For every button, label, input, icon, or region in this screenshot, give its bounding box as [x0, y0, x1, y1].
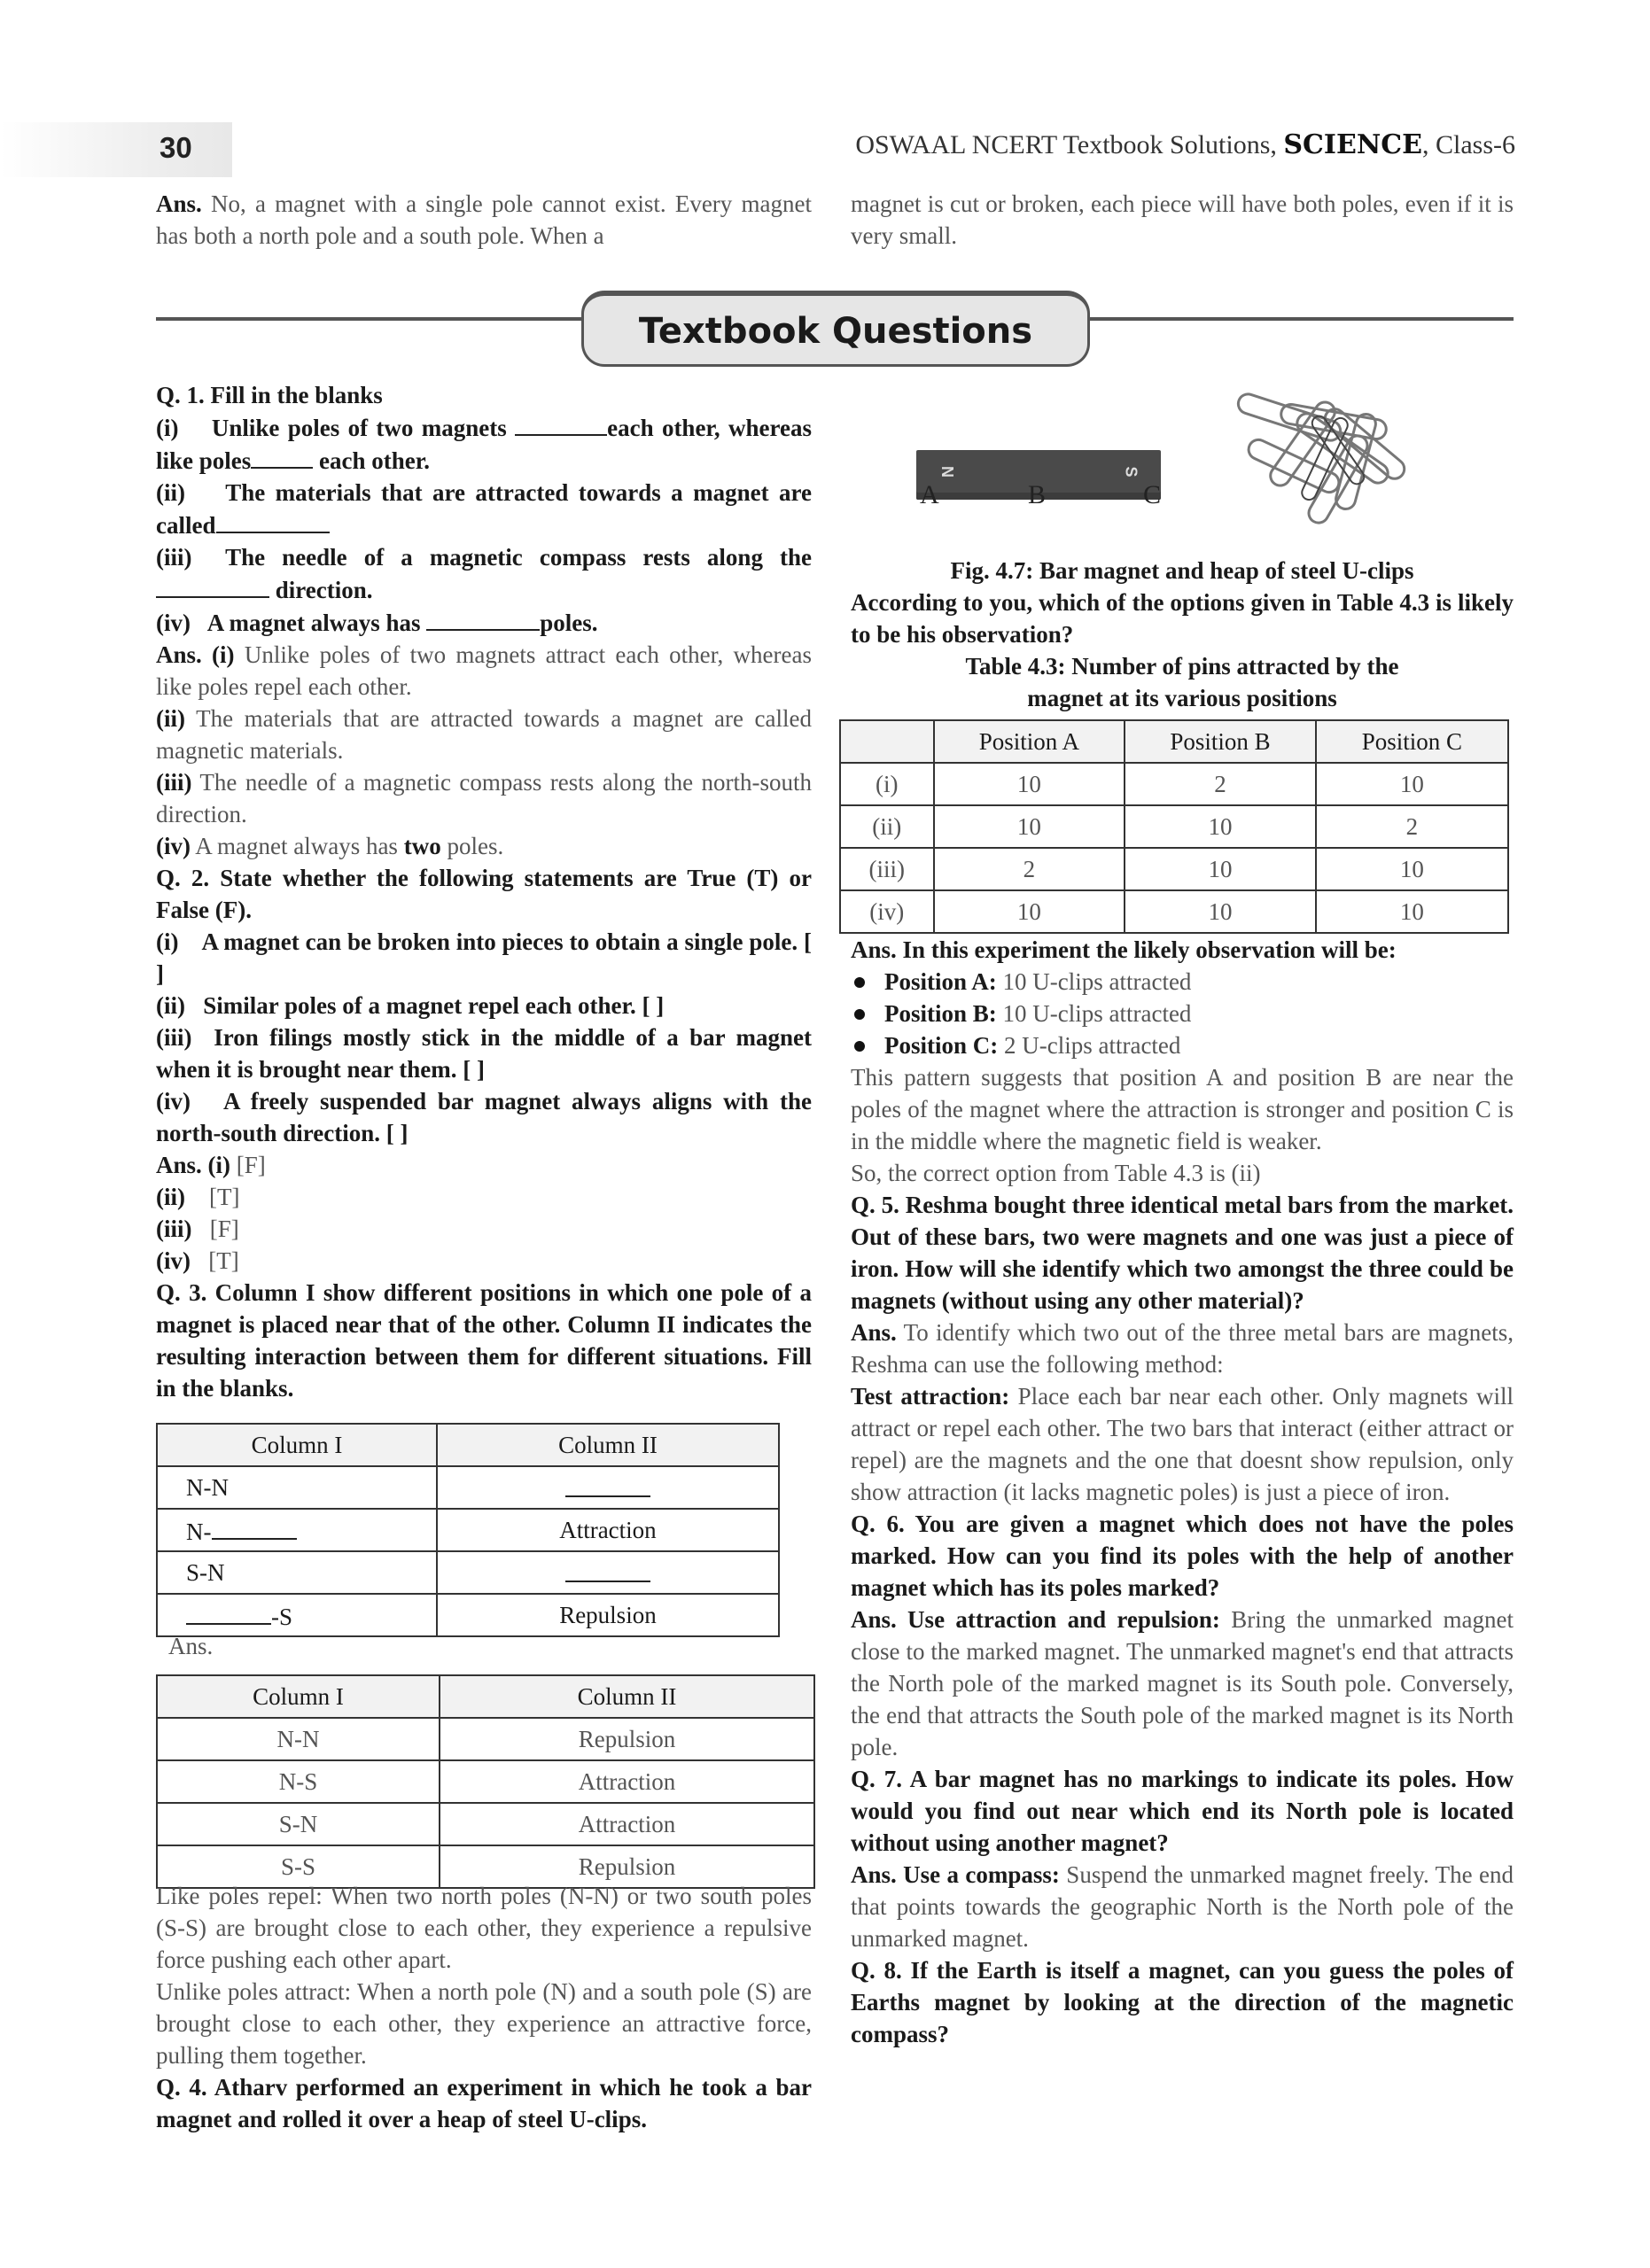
- q2-answer-1: Ans. (i) [F]: [156, 1152, 266, 1178]
- table-header: [840, 720, 934, 763]
- q4-conclusion: So, the correct option from Table 4.3 is (ii): [851, 1160, 1261, 1186]
- intro-answer-label: Ans.: [156, 190, 202, 217]
- q8-title: Q. 8. If the Earth is itself a magnet, can you guess the poles of Earths magnet by looking at the direction of the magnetic compass?: [851, 1957, 1514, 2047]
- section-title: Textbook Questions: [581, 291, 1090, 367]
- table-row: (i) 10 2 10: [840, 763, 1508, 805]
- table-row: N-S Attraction: [157, 1760, 814, 1803]
- q1-title: Q. 1. Fill in the blanks: [156, 382, 383, 408]
- table-row: N-N: [157, 1466, 779, 1509]
- figure-bar-magnet-and-clips: [886, 381, 1506, 558]
- q5-answer: Ans. To identify which two out of the three metal bars are magnets, Reshma can use the following method:: [851, 1319, 1514, 1378]
- table-4-3: [839, 719, 1509, 934]
- right-column-lower: [851, 934, 1514, 2050]
- table-header: Column II: [440, 1675, 814, 1718]
- q3-question-table: [156, 1423, 780, 1637]
- q5-title: Q. 5. Reshma bought three identical metal bars from the market. Out of these bars, two were magnets and one was just a piece of iron. How will she identify which two amongst the three could be magnets (without using any other material)?: [851, 1192, 1514, 1314]
- section-divider-left: [156, 317, 583, 321]
- q4-explanation: This pattern suggests that position A and position B are near the poles of the magnet where the attraction is stronger and position C is in the middle where the magnetic field is weaker.: [851, 1064, 1514, 1154]
- table-header: Column I: [157, 1675, 440, 1718]
- table-row: (iv) 10 10 10: [840, 890, 1508, 933]
- table-header: Position B: [1125, 720, 1316, 763]
- intro-answer-right: magnet is cut or broken, each piece will have both poles, even if it is very small.: [851, 190, 1514, 249]
- q1-item-2: (ii) The materials that are attracted towards a magnet are called: [156, 479, 812, 539]
- table-row: (iii) 2 10 10: [840, 848, 1508, 890]
- position-b-label: B: [1028, 480, 1047, 509]
- paper-clips-icon: [1227, 390, 1422, 532]
- q7-title: Q. 7. A bar magnet has no markings to indicate its poles. How would you find out near which end its North pole is located without using another magnet?: [851, 1766, 1514, 1856]
- table-caption-line-1: Table 4.3: Number of pins attracted by the: [965, 653, 1399, 680]
- q2-item-4: (iv) A freely suspended bar magnet always aligns with the north-south direction. [ ]: [156, 1088, 812, 1146]
- q3-answer-label: Ans.: [168, 1633, 214, 1659]
- page-number: 30: [160, 131, 192, 164]
- position-c-label: C: [1143, 480, 1162, 509]
- q4-question-continued: According to you, which of the options given in Table 4.3 is likely to be his observation?: [851, 589, 1514, 648]
- q1-answer-4: (iv) A magnet always has two poles.: [156, 833, 504, 859]
- q1-item-3: (iii) The needle of a magnetic compass rests along the direction.: [156, 544, 812, 603]
- intro-answer-left-text: No, a magnet with a single pole cannot exist. Every magnet has both a north pole and a south pole. When a: [156, 190, 812, 249]
- table-header: Column I: [157, 1424, 437, 1466]
- q2-item-1: (i) A magnet can be broken into pieces to obtain a single pole. [ ]: [156, 928, 813, 987]
- table-header: Position A: [934, 720, 1125, 763]
- table-row: N-N Repulsion: [157, 1718, 814, 1760]
- table-header: Column II: [437, 1424, 779, 1466]
- list-item: Position C: 2 U-clips attracted: [851, 1029, 1514, 1061]
- list-item: Position A: 10 U-clips attracted: [851, 966, 1514, 998]
- q7-answer: Ans. Use a compass: Suspend the unmarked magnet freely. The end that points towards the geographic North is the North pole of the unmarked magnet.: [851, 1861, 1514, 1952]
- magnet-south-label: S: [1122, 466, 1140, 478]
- section-heading: [156, 284, 1514, 354]
- running-title-suffix: , Class-6: [1422, 130, 1515, 159]
- running-title-subject: SCIENCE: [1283, 129, 1422, 160]
- q3-answer-table: [156, 1674, 815, 1889]
- q3-explanation-block: [156, 1880, 812, 2135]
- q4-answer-intro: Ans. In this experiment the likely observation will be:: [851, 936, 1397, 963]
- running-header: [855, 129, 1515, 160]
- q3-explanation-1: Like poles repel: When two north poles (N-N) or two south poles (S-S) are brought close to each other, they experience a repulsive force pushing each other apart.: [156, 1883, 812, 1973]
- q3-title: Q. 3. Column I show different positions in which one pole of a magnet is placed near that of the other. Column II indicates the resulting interaction between them for different situations. Fill in the blanks.: [156, 1279, 812, 1402]
- position-a-label: A: [920, 480, 939, 509]
- q1-answer-3: (iii) The needle of a magnetic compass rests along the north-south direction.: [156, 769, 812, 827]
- q6-title: Q. 6. You are given a magnet which does not have the poles marked. How can you find its poles with the help of another magnet which has its poles marked?: [851, 1511, 1514, 1601]
- q2-answer-3: (iii) [F]: [156, 1216, 239, 1242]
- table-row: S-N Attraction: [157, 1803, 814, 1845]
- section-divider-right: [1088, 317, 1514, 321]
- q2-item-2: (ii) Similar poles of a magnet repel each other. [ ]: [156, 992, 665, 1019]
- figure-caption: Fig. 4.7: Bar magnet and heap of steel U-clips: [950, 557, 1414, 584]
- q3-explanation-2: Unlike poles attract: When a north pole (N) and a south pole (S) are brought close to each other, they experience an attractive force, pulling them together.: [156, 1978, 812, 2069]
- q1-item-4: (iv) A magnet always has poles.: [156, 606, 812, 639]
- table-row: S-N: [157, 1551, 779, 1594]
- table-header: Position C: [1316, 720, 1508, 763]
- running-title-prefix: OSWAAL NCERT Textbook Solutions,: [855, 130, 1284, 159]
- left-column: [156, 379, 812, 1404]
- magnet-north-label: N: [938, 466, 956, 478]
- q4-title: Q. 4. Atharv performed an experiment in which he took a bar magnet and rolled it over a heap of steel U-clips.: [156, 2074, 812, 2132]
- q6-answer: Ans. Use attraction and repulsion: Bring the unmarked magnet close to the marked magnet. The unmarked magnet's end that attracts the North pole of the marked magnet is its South pole. Conversely, the end that attracts the South pole of the marked magnet is its North pole.: [851, 1606, 1514, 1760]
- q1-item-1: (i) Unlike poles of two magnets each other, whereas like poles each other.: [156, 411, 812, 477]
- table-row: N- Attraction: [157, 1509, 779, 1551]
- q1-answer-1: Ans. (i) Unlike poles of two magnets attract each other, whereas like poles repel each other.: [156, 641, 812, 700]
- q4-answer-bullets: [851, 966, 1514, 1061]
- q1-answer-2: (ii) The materials that are attracted towards a magnet are called magnetic materials.: [156, 705, 812, 764]
- intro-answer-left: [156, 188, 812, 252]
- table-row: (ii) 10 10 2: [840, 805, 1508, 848]
- list-item: Position B: 10 U-clips attracted: [851, 998, 1514, 1029]
- table-row: S-S Repulsion: [157, 1845, 814, 1888]
- q2-answer-4: (iv) [T]: [156, 1247, 239, 1274]
- table-row: -S Repulsion: [157, 1594, 779, 1636]
- q2-item-3: (iii) Iron filings mostly stick in the middle of a bar magnet when it is brought near them. [ ]: [156, 1024, 812, 1083]
- q2-answer-2: (ii) [T]: [156, 1184, 240, 1210]
- q5-method: Test attraction: Place each bar near each other. Only magnets will attract or repel each other. The two bars that interact (either attract or repel) are the magnets and the one that doesnt show repulsion, only show attraction (it lacks magnetic poles) is just a piece of iron.: [851, 1383, 1514, 1505]
- page-number-tab: [0, 122, 232, 177]
- q2-title: Q. 2. State whether the following statements are True (T) or False (F).: [156, 865, 812, 923]
- table-caption-line-2: magnet at its various positions: [1027, 685, 1337, 711]
